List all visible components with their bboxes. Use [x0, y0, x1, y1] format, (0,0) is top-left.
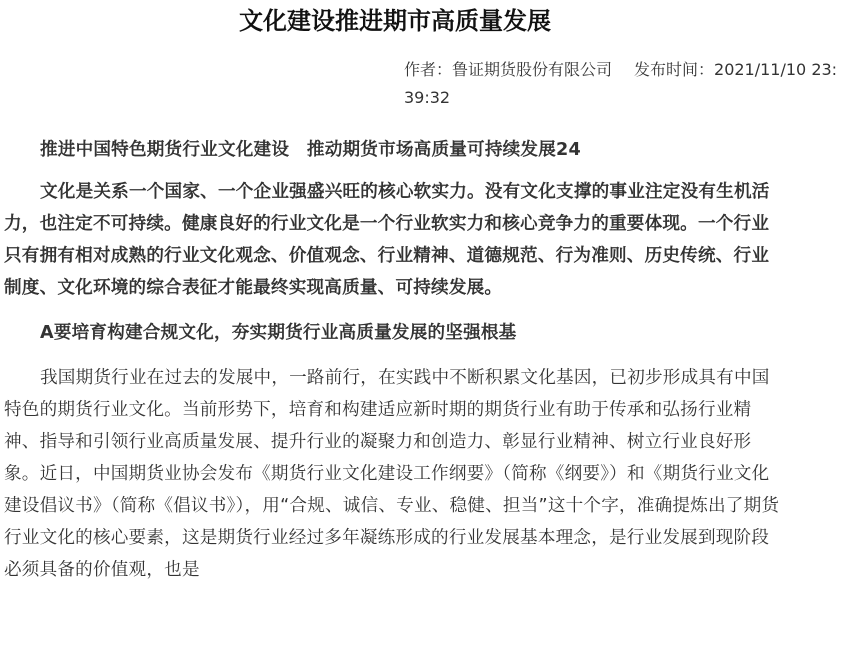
- article-meta: [404, 56, 844, 112]
- body-paragraph: 我国期货行业在过去的发展中，一路前行，在实践中不断积累文化基因，已初步形成具有中国特色的期货行业文化。当前形势下，培育和构建适应新时期的期货行业有助于传承和弘扬行业精神、指导和引领行业高质量发展、提升行业的凝聚力和创造力、彰显行业精神、树立行业良好形象。近日，中国期货业协会发布《期货行业文化建设工作纲要》（简称《纲要》）和《期货行业文化建设倡议书》（简称《倡议书》），用“合规、诚信、专业、稳健、担当”这十个字，准确提炼出了期货行业文化的核心要素，这是期货行业经过多年凝练形成的行业发展基本理念，是行业发展到现阶段必须具备的价值观，也是: [4, 368, 780, 580]
- intro-paragraph: 文化是关系一个国家、一个企业强盛兴旺的核心软实力。没有文化支撑的事业注定没有生机活力，也注定不可持续。健康良好的行业文化是一个行业软实力和核心竞争力的重要体现。一个行业只有拥有相对成熟的行业文化观念、价值观念、行业精神、道德规范、行为准则、历史传统、行业制度、文化环境的综合表征才能最终实现高质量、可持续发展。: [4, 182, 770, 298]
- publish-time-label: 发布时间：2021/11/10 23:39:32: [404, 60, 838, 107]
- section-heading-a: A要培育构建合规文化，夯实期货行业高质量发展的坚强根基: [40, 323, 517, 343]
- subtitle-paragraph: 推进中国特色期货行业文化建设 推动期货市场高质量可持续发展24: [40, 140, 581, 160]
- author-label: 作者：鲁证期货股份有限公司: [404, 60, 613, 79]
- article-body: [4, 134, 784, 586]
- article-title: 文化建设推进期市高质量发展: [239, 7, 551, 35]
